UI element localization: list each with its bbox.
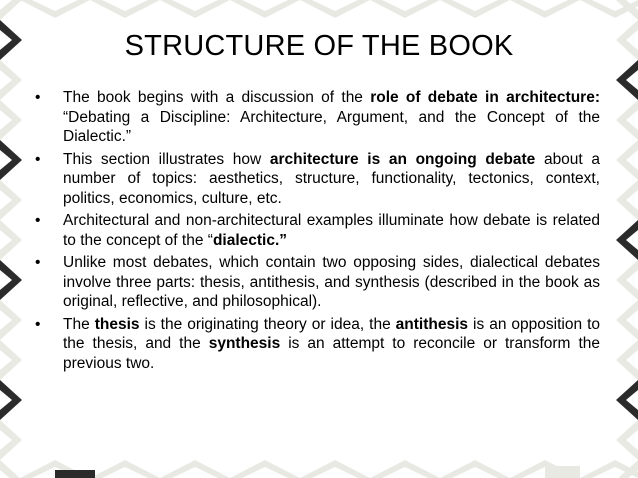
chevron-mark bbox=[0, 20, 22, 60]
bullet-text: is an attempt to reconcile or transform the previous two. bbox=[63, 335, 600, 372]
bullet-bold-text: thesis bbox=[94, 315, 140, 333]
bullet-text: about a number of topics: aesthetics, structure, functionality, tectonics, context, politics, economics, culture, etc. bbox=[63, 150, 600, 207]
chevron-mark bbox=[370, 0, 440, 18]
bullet-dot: • bbox=[35, 212, 41, 229]
chevron-mark bbox=[90, 0, 160, 18]
bullet-bold-text: role of debate in architecture: bbox=[370, 89, 600, 106]
bullet-dot: • bbox=[35, 254, 41, 271]
bullet-item bbox=[33, 253, 600, 312]
chevron-mark bbox=[0, 60, 22, 100]
bullet-text: This section illustrates how bbox=[63, 150, 270, 168]
chevron-mark bbox=[0, 420, 22, 460]
chevron-mark bbox=[90, 460, 160, 478]
chevron-mark bbox=[0, 460, 22, 478]
chevron-mark bbox=[616, 220, 638, 260]
bullet-dot: • bbox=[35, 89, 41, 106]
chevron-mark bbox=[616, 20, 638, 60]
chevron-mark bbox=[300, 460, 370, 478]
bullet-bold-text: antithesis bbox=[395, 315, 469, 333]
bullet-list bbox=[33, 88, 600, 376]
bullet-bold-text: dialectic.” bbox=[212, 231, 288, 249]
bullet-item bbox=[33, 211, 600, 250]
gray-block bbox=[545, 466, 580, 478]
chevron-mark bbox=[510, 0, 580, 18]
bullet-bold-text: synthesis bbox=[208, 335, 281, 352]
chevron-mark bbox=[0, 180, 22, 220]
chevron-mark bbox=[616, 420, 638, 460]
chevron-mark bbox=[20, 0, 90, 18]
bullet-text: Architectural and non-architectural examples illuminate how debate is related to the concept of the “ bbox=[63, 212, 600, 249]
chevron-mark bbox=[440, 460, 510, 478]
chevron-mark bbox=[160, 460, 230, 478]
chevron-mark bbox=[230, 0, 300, 18]
chevron-mark bbox=[616, 380, 638, 420]
chevron-mark bbox=[0, 0, 22, 20]
content-panel bbox=[23, 18, 615, 458]
chevron-mark bbox=[0, 140, 22, 180]
right-chevron-band bbox=[616, 0, 638, 478]
bullet-bold-text: architecture is an ongoing debate bbox=[269, 150, 536, 168]
slide-title: STRUCTURE OF THE BOOK bbox=[124, 30, 514, 62]
chevron-mark bbox=[616, 260, 638, 300]
bullet-text: is an opposition to the thesis, and the bbox=[63, 315, 600, 352]
bullet-text: The book begins with a discussion of the bbox=[63, 89, 371, 106]
chevron-mark bbox=[0, 340, 22, 380]
bottom-chevron-band bbox=[20, 460, 638, 478]
top-chevron-band bbox=[20, 0, 638, 18]
bullet-text: “Debating a Discipline: Architecture, Argument, and the Concept of the Dialectic.” bbox=[63, 108, 600, 145]
bullet-text: The bbox=[63, 315, 95, 333]
chevron-mark bbox=[616, 100, 638, 140]
chevron-mark bbox=[616, 180, 638, 220]
chevron-mark bbox=[580, 0, 638, 18]
chevron-mark bbox=[370, 460, 440, 478]
left-chevron-band bbox=[0, 0, 22, 478]
bullet-item bbox=[33, 150, 600, 209]
chevron-mark bbox=[616, 140, 638, 180]
dark-block bbox=[55, 470, 95, 478]
bullet-text: Unlike most debates, which contain two opposing sides, dialectical debates involve three parts: thesis, antithesis, and synthesis (described in the book as original, reflective, and philosophical). bbox=[63, 254, 600, 310]
bullet-item bbox=[33, 315, 600, 374]
chevron-mark bbox=[0, 380, 22, 420]
chevron-mark bbox=[616, 340, 638, 380]
chevron-mark bbox=[230, 460, 300, 478]
bullet-dot: • bbox=[35, 315, 41, 333]
chevron-mark bbox=[0, 100, 22, 140]
chevron-mark bbox=[616, 300, 638, 340]
chevron-mark bbox=[300, 0, 370, 18]
chevron-mark bbox=[0, 260, 22, 300]
chevron-mark bbox=[616, 60, 638, 100]
chevron-mark bbox=[0, 220, 22, 260]
bullet-text: is the originating theory or idea, the bbox=[139, 315, 396, 333]
chevron-mark bbox=[440, 0, 510, 18]
chevron-mark bbox=[160, 0, 230, 18]
bullet-item bbox=[33, 88, 600, 147]
chevron-mark bbox=[0, 300, 22, 340]
bullet-dot: • bbox=[35, 150, 41, 168]
